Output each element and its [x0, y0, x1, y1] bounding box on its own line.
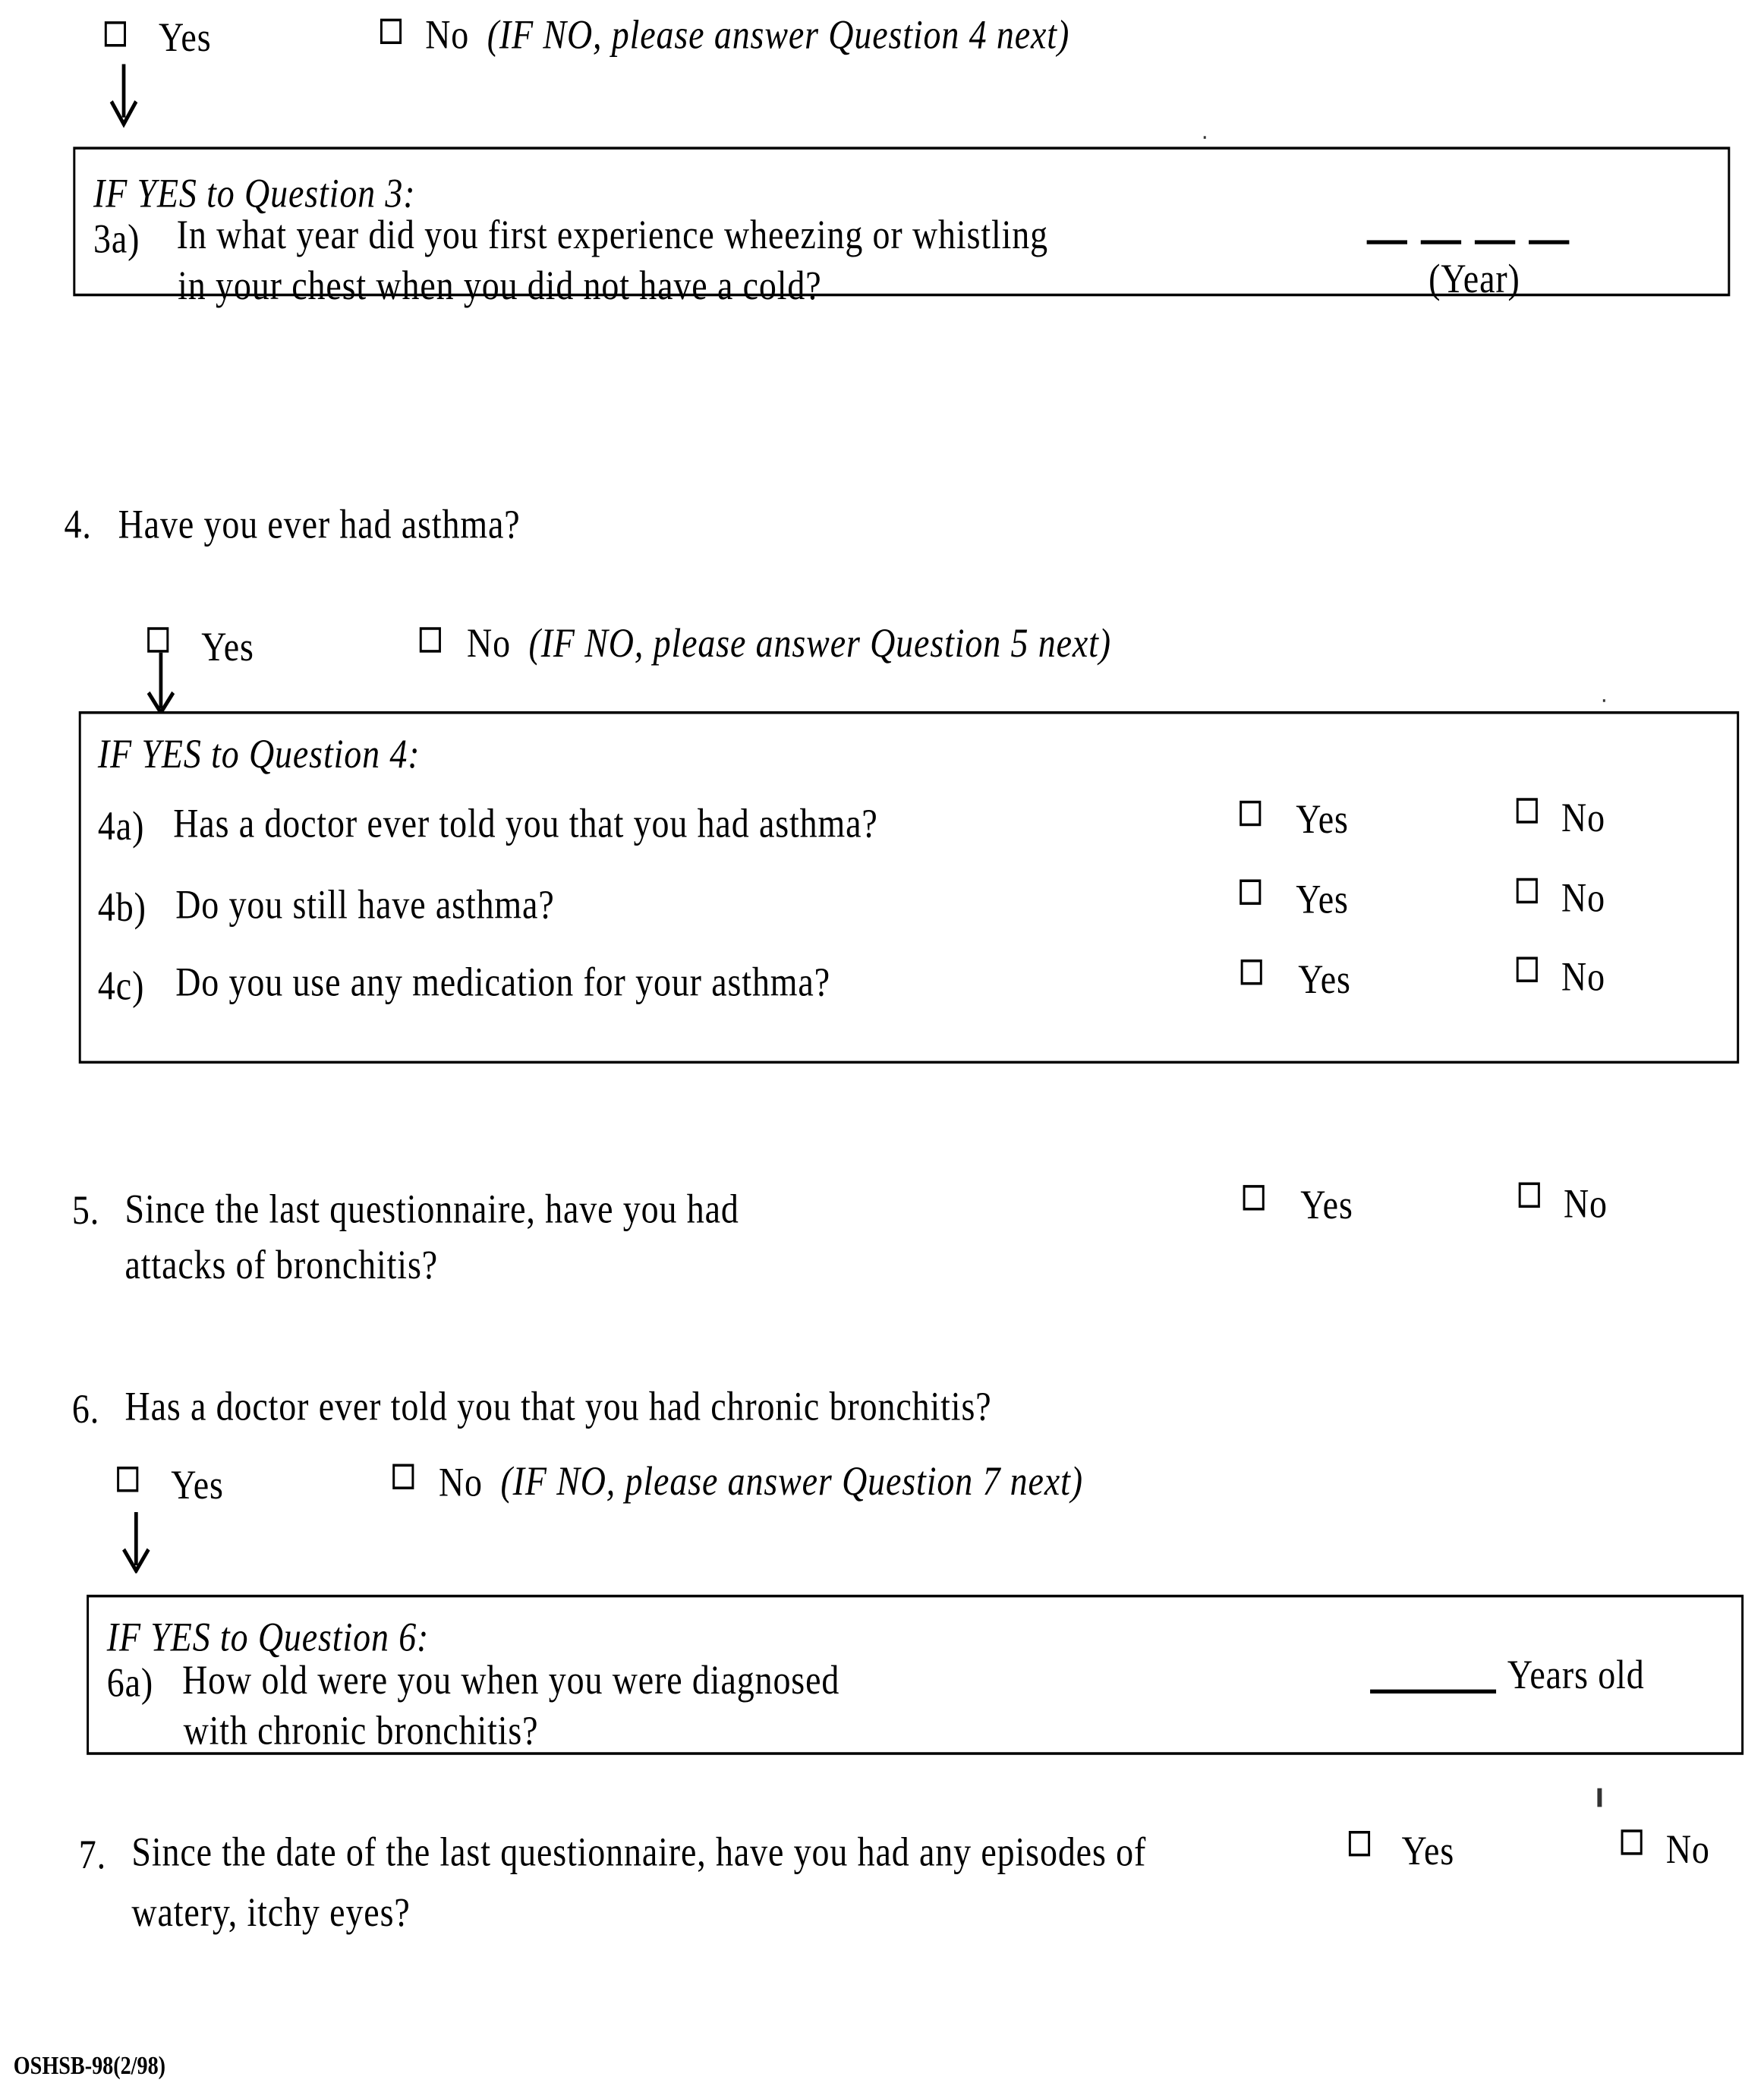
q4c-number: 4c) [97, 962, 145, 1010]
q4c-yes-label: Yes [1298, 955, 1351, 1003]
q5-yes-checkbox[interactable] [1243, 1185, 1265, 1210]
q5-no-checkbox[interactable] [1519, 1183, 1540, 1208]
q4-yes-label: Yes [201, 622, 254, 670]
q3-followup-header: IF YES to Question 3: [93, 169, 416, 216]
q5-text-line1: Since the last questionnaire, have you had [124, 1185, 739, 1232]
q6-number: 6. [71, 1385, 100, 1432]
q6a-number: 6a) [106, 1659, 154, 1706]
q4a-no-label: No [1561, 794, 1605, 841]
arrow-down-icon [109, 64, 139, 128]
q5-number: 5. [71, 1186, 100, 1234]
q4-no-checkbox[interactable] [420, 627, 441, 652]
q7-no-label: No [1665, 1825, 1710, 1873]
q4-no-label: No [467, 619, 511, 666]
q4c-no-label: No [1561, 953, 1605, 1000]
q7-number: 7. [78, 1830, 106, 1878]
form-code: OSHSB-98(2/98) [13, 2052, 166, 2081]
scan-speck [1597, 1788, 1602, 1807]
q7-no-checkbox[interactable] [1621, 1829, 1643, 1854]
q4-yes-checkbox[interactable] [147, 627, 169, 652]
scan-speck [1603, 699, 1605, 702]
q3a-year-label: (Year) [1429, 254, 1520, 302]
q5-text-line2: attacks of bronchitis? [124, 1240, 439, 1288]
q6-text: Has a doctor ever told you that you had chronic bronchitis? [124, 1382, 992, 1429]
q6a-text-line2: with chronic bronchitis? [183, 1706, 539, 1754]
q4b-no-checkbox[interactable] [1517, 878, 1538, 903]
q4b-number: 4b) [97, 883, 146, 931]
q4b-yes-label: Yes [1296, 875, 1349, 922]
q6a-text-line1: How old were you when you were diagnosed [182, 1656, 840, 1703]
q7-text-line2: watery, itchy eyes? [131, 1888, 411, 1936]
q4a-yes-checkbox[interactable] [1240, 801, 1261, 826]
q6-yes-label: Yes [171, 1461, 224, 1508]
q6a-age-input[interactable] [1370, 1690, 1496, 1694]
q3a-text-line2: in your chest when you did not have a cold? [178, 261, 822, 309]
q4-no-instruction: (IF NO, please answer Question 5 next) [528, 619, 1112, 666]
q6-followup-header: IF YES to Question 6: [106, 1613, 430, 1660]
q3a-year-input[interactable] [1367, 227, 1572, 254]
arrow-down-icon [146, 653, 176, 714]
q4b-no-label: No [1561, 874, 1605, 922]
q7-yes-label: Yes [1401, 1826, 1455, 1874]
q6-no-label: No [438, 1458, 483, 1506]
q4-number: 4. [64, 500, 92, 547]
q5-no-label: No [1563, 1180, 1608, 1227]
q3a-text-line1: In what year did you first experience wheezing or whistling [176, 210, 1049, 258]
q7-yes-checkbox[interactable] [1349, 1831, 1370, 1856]
q4c-text: Do you use any medication for your asthma? [175, 958, 830, 1005]
q6-yes-checkbox[interactable] [117, 1467, 138, 1492]
q3a-number: 3a) [93, 215, 140, 262]
q4-followup-header: IF YES to Question 4: [97, 729, 421, 777]
q4a-no-checkbox[interactable] [1517, 798, 1538, 823]
q4c-yes-checkbox[interactable] [1241, 959, 1262, 985]
q7-text-line1: Since the date of the last questionnaire, have you had any episodes of [131, 1828, 1147, 1875]
q4a-text: Has a doctor ever told you that you had asthma? [173, 799, 878, 846]
q6-no-instruction: (IF NO, please answer Question 7 next) [500, 1457, 1083, 1505]
q4a-number: 4a) [97, 802, 145, 849]
q3-no-instruction: (IF NO, please answer Question 4 next) [487, 11, 1070, 58]
q5-yes-label: Yes [1300, 1180, 1353, 1228]
q6a-age-label: Years old [1507, 1650, 1645, 1698]
q3-no-checkbox[interactable] [380, 19, 402, 44]
q3-yes-label: Yes [158, 13, 212, 61]
q3-no-label: No [425, 11, 470, 58]
q4-text: Have you ever had asthma? [118, 500, 521, 547]
q4a-yes-label: Yes [1296, 795, 1349, 843]
q4c-no-checkbox[interactable] [1517, 956, 1538, 982]
scan-speck [1204, 136, 1206, 139]
q6-no-checkbox[interactable] [392, 1464, 414, 1489]
q3-yes-checkbox[interactable] [105, 21, 126, 46]
arrow-down-icon [121, 1512, 151, 1574]
q4b-text: Do you still have asthma? [175, 881, 555, 928]
q4b-yes-checkbox[interactable] [1240, 880, 1261, 905]
